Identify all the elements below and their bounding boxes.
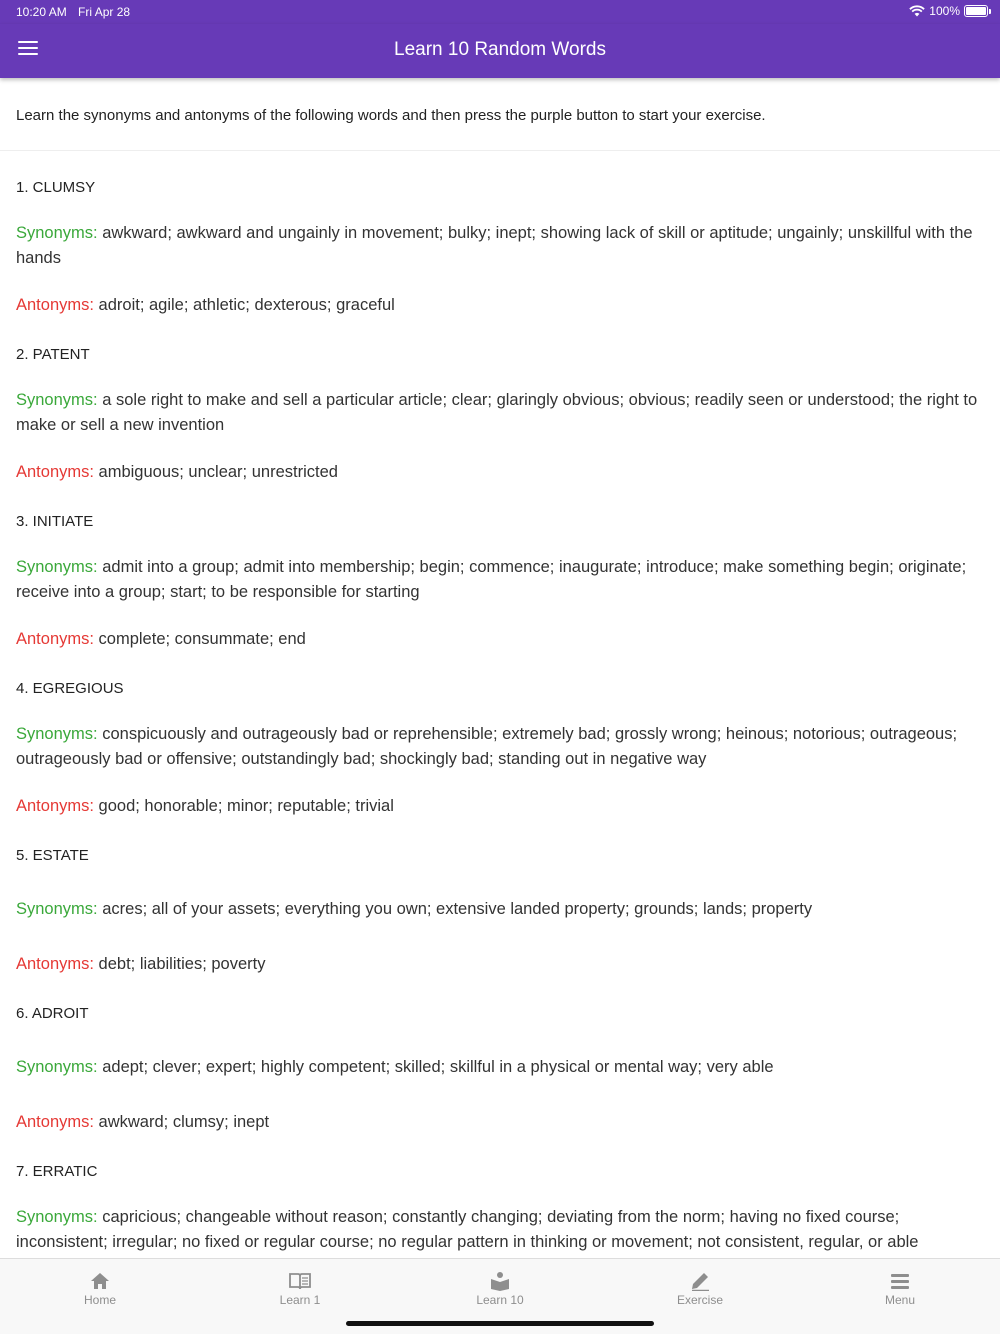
antonyms-text: adroit; agile; athletic; dexterous; graceful [98,296,395,314]
synonyms-text: acres; all of your assets; everything you own; extensive landed property; grounds; lands; property [102,900,813,918]
battery-percent: 100% [929,4,960,18]
synonyms-label: Synonyms: [16,391,98,409]
word-title: 3. INITIATE [16,513,94,530]
page-title: Learn 10 Random Words [394,39,606,60]
antonyms-line [16,293,984,318]
antonyms-label: Antonyms: [16,797,94,815]
antonyms-text: complete; consummate; end [98,630,306,648]
antonyms-line [16,952,984,977]
tab-menu[interactable] [800,1259,1000,1334]
synonyms-label: Synonyms: [16,224,98,242]
synonyms-line [16,897,984,922]
antonyms-line [16,627,984,652]
word-entry [0,1135,1000,1255]
synonyms-line [16,1055,984,1080]
battery-icon [964,5,988,17]
antonyms-label: Antonyms: [16,463,94,481]
word-title: 4. EGREGIOUS [16,680,124,697]
tab-learn-1-label: Learn 1 [279,1293,321,1307]
word-entry [0,485,1000,652]
synonyms-line [16,1205,984,1255]
word-entry [0,977,1000,1135]
word-list-scroll[interactable] [0,78,1000,1258]
status-time: 10:20 AM [16,5,67,19]
antonyms-label: Antonyms: [16,630,94,648]
synonyms-text: a sole right to make and sell a particular article; clear; glaringly obvious; obvious; readily seen or understood; the right to make or sell a new invention [16,391,978,434]
tab-learn-10-label: Learn 10 [476,1293,524,1307]
book-open-icon [288,1271,312,1291]
antonyms-label: Antonyms: [16,296,94,314]
wifi-icon [909,5,925,17]
synonyms-line [16,555,984,605]
synonyms-label: Synonyms: [16,900,98,918]
synonyms-text: adept; clever; expert; highly competent; skilled; skillful in a physical or mental way; very able [102,1058,774,1076]
synonyms-label: Synonyms: [16,1208,98,1226]
tab-exercise-label: Exercise [676,1293,723,1307]
antonyms-text: awkward; clumsy; inept [98,1113,270,1131]
menu-icon [889,1271,911,1291]
status-bar [0,0,1000,24]
word-entry [0,318,1000,485]
word-title: 5. ESTATE [16,847,89,864]
tab-home[interactable] [0,1259,200,1334]
word-title: 2. PATENT [16,346,90,363]
synonyms-line [16,722,984,772]
word-entry [0,652,1000,819]
synonyms-line [16,388,984,438]
synonyms-text: conspicuously and outrageously bad or reprehensible; extremely bad; grossly wrong; heinous; notorious; outrageous; outrageously bad or offensive; outstandingly bad; shockingly bad; standing out in negative way [16,725,958,768]
tab-home-label: Home [83,1293,116,1307]
status-date: Fri Apr 28 [78,5,131,19]
home-icon [89,1271,111,1291]
intro-text: Learn the synonyms and antonyms of the following words and then press the purple button to start your exercise. [0,78,1000,151]
word-entry [0,819,1000,977]
synonyms-label: Synonyms: [16,558,98,576]
antonyms-text: debt; liabilities; poverty [98,955,266,973]
word-title: 1. CLUMSY [16,179,96,196]
pencil-icon [689,1271,711,1291]
synonyms-text: admit into a group; admit into membership; begin; commence; inaugurate; introduce; make something begin; originate; receive into a group; start; to be responsible for starting [16,558,967,601]
word-title: 6. ADROIT [16,1005,89,1022]
app-bar [0,24,1000,78]
antonyms-label: Antonyms: [16,955,94,973]
synonyms-label: Synonyms: [16,1058,98,1076]
antonyms-line [16,794,984,819]
synonyms-text: capricious; changeable without reason; constantly changing; deviating from the norm; having no fixed course; inconsistent; irregular; no fixed or regular course; no regular pattern in thinking or movement; not consistent, regular, or able [16,1208,919,1251]
antonyms-label: Antonyms: [16,1113,94,1131]
antonyms-line [16,460,984,485]
word-title: 7. ERRATIC [16,1163,98,1180]
home-indicator[interactable] [346,1321,654,1326]
book-reader-icon [489,1271,511,1291]
tab-menu-label: Menu [884,1293,916,1307]
synonyms-text: awkward; awkward and ungainly in movement; bulky; inept; showing lack of skill or aptitude; ungainly; unskillful with the hands [16,224,973,267]
antonyms-text: good; honorable; minor; reputable; trivial [98,797,394,815]
word-entry [0,151,1000,318]
synonyms-line [16,221,984,271]
antonyms-text: ambiguous; unclear; unrestricted [98,463,338,481]
antonyms-line [16,1110,984,1135]
synonyms-label: Synonyms: [16,725,98,743]
